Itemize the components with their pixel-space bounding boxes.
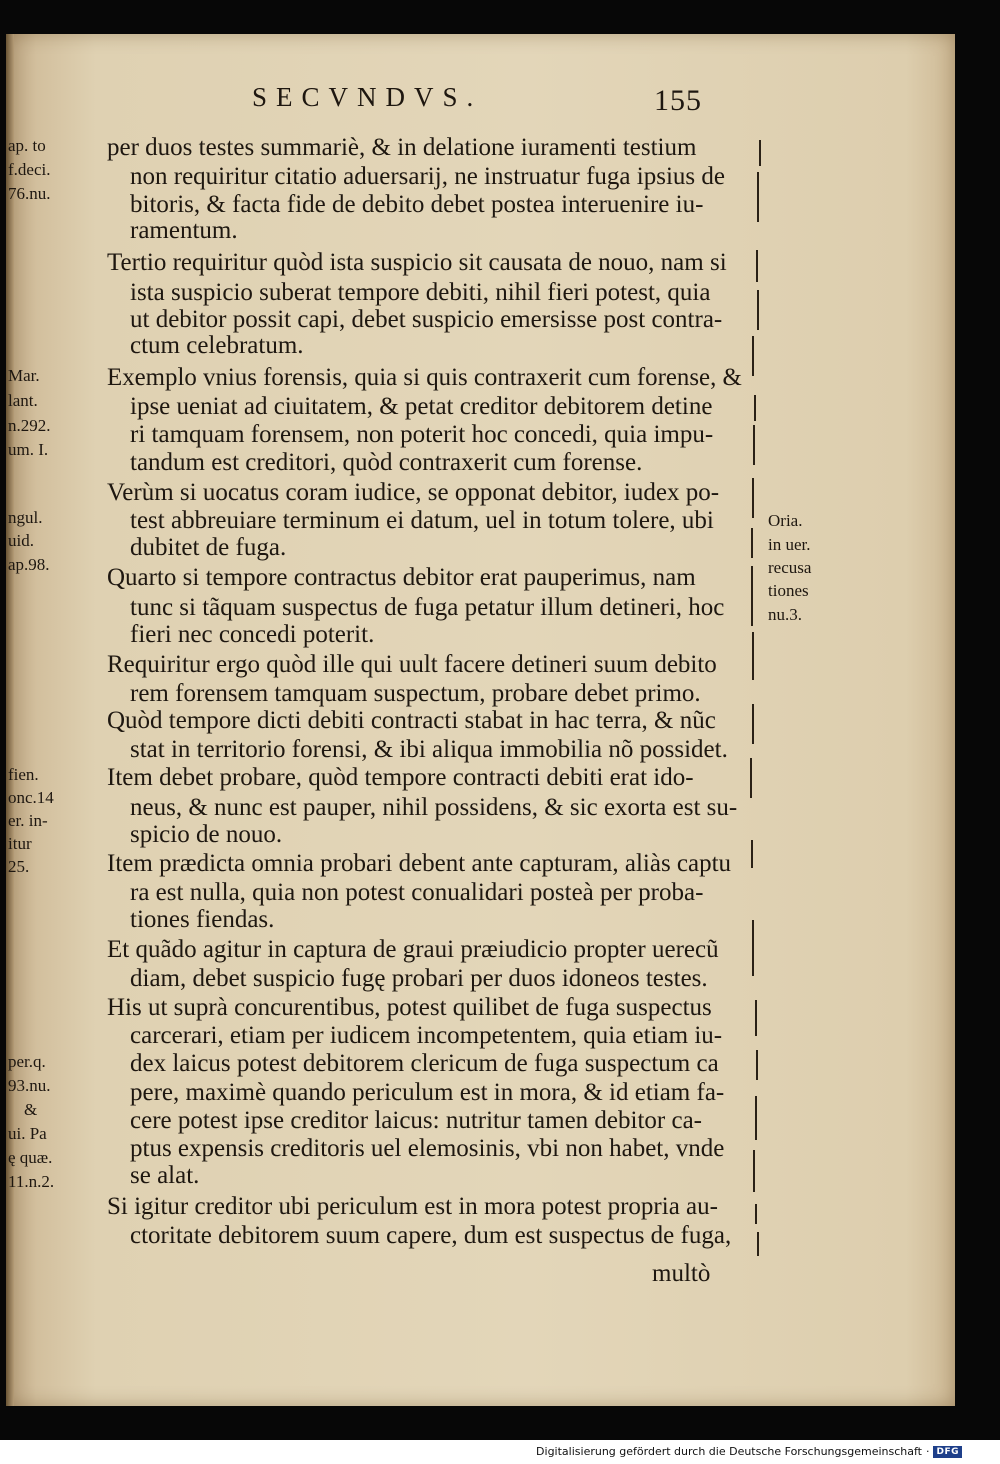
text-line: ramentum. (130, 217, 238, 244)
margin-rule (751, 528, 753, 558)
left-margin-note: 76.nu. (8, 184, 51, 203)
margin-rule (757, 172, 759, 222)
left-margin-note: & (24, 1100, 38, 1119)
text-line: fieri nec concedi poterit. (130, 621, 375, 648)
dfg-logo-icon: DFG (933, 1446, 962, 1458)
left-margin-note: ap. to (8, 136, 46, 155)
margin-rule (752, 920, 754, 976)
margin-rule (755, 1096, 757, 1140)
text-line: neus, & nunc est pauper, nihil possidens, & sic exorta est su- (130, 794, 738, 821)
margin-rule (759, 140, 761, 166)
catchword: multò (652, 1260, 711, 1287)
text-line: ra est nulla, quia non potest conualidari posteà per proba- (130, 879, 704, 906)
text-line: dubitet de fuga. (130, 534, 287, 561)
text-line: pere, maximè quando periculum est in mora, & id etiam fa- (130, 1079, 725, 1106)
text-line: spicio de nouo. (130, 821, 283, 848)
left-margin-note: itur (8, 834, 32, 853)
text-line: carcerari, etiam per iudicem incompetentem, quia etiam iu- (130, 1022, 723, 1049)
credit-text: Digitalisierung gefördert durch die Deutsche Forschungsgemeinschaft (536, 1445, 922, 1458)
left-margin-note: fien. (8, 765, 39, 784)
margin-rule (752, 336, 754, 376)
left-margin-note: ę quæ. (8, 1148, 53, 1167)
left-margin-note: 11.n.2. (8, 1172, 55, 1191)
text-line: diam, debet suspicio fugę probari per duos idoneos testes. (130, 965, 708, 992)
margin-rule (753, 425, 755, 465)
text-line: ctum celebratum. (130, 332, 304, 359)
text-line: rem forensem tamquam suspectum, probare debet primo. (130, 680, 701, 707)
text-line: ri tamquam forensem, non poterit hoc concedi, quia impu- (130, 421, 714, 448)
margin-rule (757, 290, 759, 330)
left-margin-note: Mar. (8, 366, 40, 385)
running-head: SECVNDVS. (252, 82, 483, 112)
left-margin-note: ngul. (8, 508, 43, 527)
margin-rule (751, 840, 753, 868)
text-line: Item debet probare, quòd tempore contracti debiti erat ido- (107, 764, 694, 791)
text-line: per duos testes summariè, & in delatione iuramenti testium (107, 134, 697, 161)
margin-rule (750, 758, 752, 798)
left-margin-note: lant. (8, 391, 38, 410)
text-line: Verùm si uocatus coram iudice, se opponat debitor, iudex po- (107, 479, 720, 506)
margin-rule (752, 704, 754, 744)
left-margin-note: per.q. (8, 1052, 46, 1071)
right-margin-note: tiones (768, 581, 809, 600)
text-line: ut debitor possit capi, debet suspicio emersisse post contra- (130, 306, 723, 333)
margin-rule (757, 1232, 759, 1256)
right-margin-note: recusa (768, 558, 812, 577)
margin-rule (754, 395, 756, 421)
text-line: tandum est creditori, quòd contraxerit cum forense. (130, 449, 643, 476)
text-line: tiones fiendas. (130, 906, 275, 933)
left-margin-note: um. I. (8, 440, 49, 459)
text-line: ptus expensis creditoris uel elemosinis, vbi non habet, vnde (130, 1135, 725, 1162)
margin-rule (752, 478, 754, 518)
text-line: tunc si tãquam suspectus de fuga petatur illum detineri, hoc (130, 594, 725, 621)
left-margin-note: er. in- (8, 811, 48, 830)
text-line: se alat. (130, 1162, 200, 1189)
text-line: Tertio requiritur quòd ista suspicio sit causata de nouo, nam si (107, 249, 727, 276)
text-line: bitoris, & facta fide de debito debet postea interuenire iu- (130, 191, 704, 218)
text-line: stat in territorio forensi, & ibi aliqua immobilia nõ possidet. (130, 736, 728, 763)
folio-number: 155 (654, 84, 702, 117)
margin-rule (756, 250, 758, 282)
left-margin-note: f.deci. (8, 160, 51, 179)
margin-rule (751, 566, 753, 626)
text-line: Item prædicta omnia probari debent ante capturam, aliàs captu (107, 850, 732, 877)
margin-rule (755, 1000, 757, 1036)
margin-rule (755, 1204, 757, 1224)
text-line: ctoritate debitorem suum capere, dum est suspectus de fuga, (130, 1222, 732, 1249)
right-margin-note: in uer. (768, 535, 811, 554)
text-line: Et quãdo agitur in captura de graui præiudicio propter uerecũ (107, 936, 719, 963)
margin-rule (753, 1150, 755, 1192)
text-line: Exemplo vnius forensis, quia si quis contraxerit cum forense, & (107, 364, 742, 391)
text-line: dex laicus potest debitorem clericum de fuga suspectum ca (130, 1050, 719, 1077)
text-line: Quòd tempore dicti debiti contracti stabat in hac terra, & nũc (107, 707, 716, 734)
text-line: His ut suprà concurentibus, potest quilibet de fuga suspectus (107, 994, 712, 1021)
digitization-credit: Digitalisierung gefördert durch die Deutsche Forschungsgemeinschaft · DFG (536, 1445, 962, 1458)
left-margin-note: ui. Pa (8, 1124, 47, 1143)
text-line: cere potest ipse creditor laicus: nutritur tamen debitor ca- (130, 1107, 702, 1134)
margin-rule (752, 632, 754, 680)
margin-rule (756, 1050, 758, 1080)
left-margin-note: 93.nu. (8, 1076, 51, 1095)
page-gutter (6, 34, 14, 1406)
text-line: ipse ueniat ad ciuitatem, & petat creditor debitorem detine (130, 393, 713, 420)
right-margin-note: Oria. (768, 511, 803, 530)
left-margin-note: uid. (8, 531, 34, 550)
right-margin-note: nu.3. (768, 605, 802, 624)
left-margin-note: n.292. (8, 416, 51, 435)
left-margin-note: ap.98. (8, 555, 50, 574)
text-line: test abbreuiare terminum ei datum, uel in totum tolere, ubi (130, 507, 714, 534)
text-line: ista suspicio suberat tempore debiti, nihil fieri potest, quia (130, 279, 711, 306)
left-margin-note: 25. (8, 857, 30, 876)
left-margin-note: onc.14 (8, 788, 54, 807)
text-line: Requiritur ergo quòd ille qui uult facere detineri suum debito (107, 651, 717, 678)
text-line: non requiritur citatio aduersarij, ne instruatur fuga ipsius de (130, 163, 725, 190)
text-line: Si igitur creditor ubi periculum est in mora potest propria au- (107, 1193, 718, 1220)
text-line: Quarto si tempore contractus debitor erat pauperimus, nam (107, 564, 696, 591)
